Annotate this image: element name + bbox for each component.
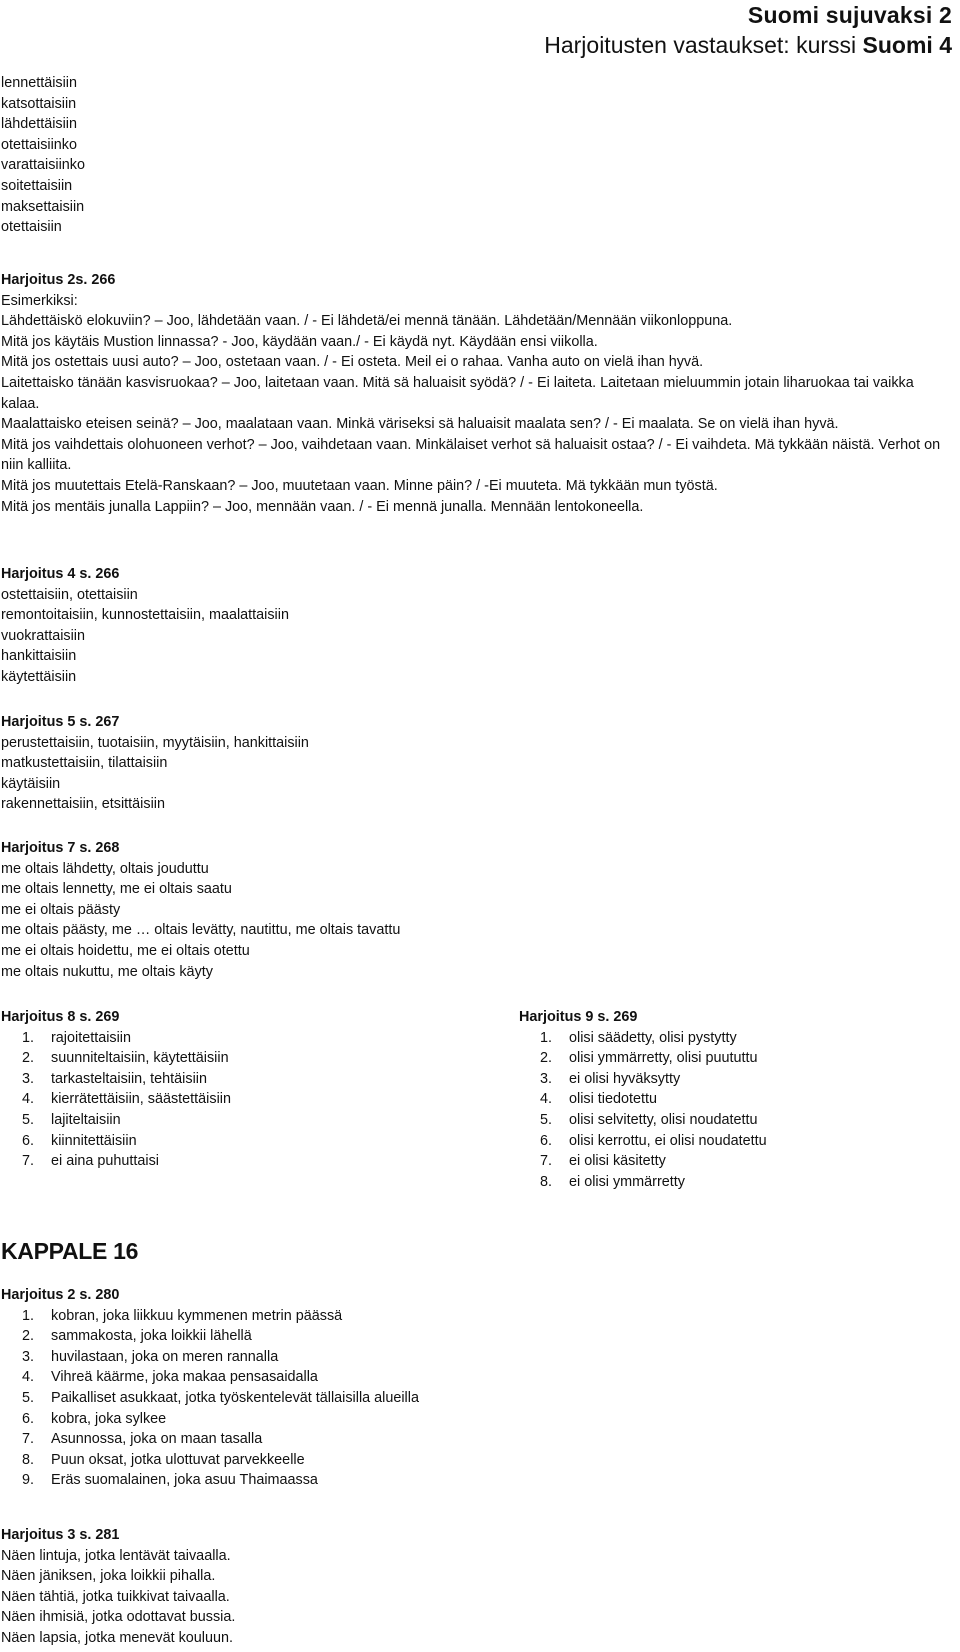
item-text: olisi tiedotettu [569, 1091, 657, 1108]
exercise-heading: Harjoitus 2 s. 280 [1, 1287, 120, 1303]
answer-line: ostettaisiin, otettaisiin [1, 586, 138, 603]
answer-line: me oltais lennetty, me ei oltais saatu [1, 881, 232, 898]
item-text: olisi säädetty, olisi pystytty [569, 1029, 737, 1046]
item-text: suunniteltaisiin, käytettäisiin [51, 1050, 229, 1067]
answer-line: Maalattaisko eteisen seinä? – Joo, maalataan vaan. Minkä väriseksi sä haluaisit maalata sen? / - Ei maalata. Se on vielä ihan hyvä. [1, 416, 839, 433]
answer-line: matkustettaisiin, tilattaisiin [1, 755, 168, 772]
item-number: 3. [21, 1070, 34, 1087]
item-number: 8. [539, 1173, 552, 1190]
item-text: ei olisi hyväksytty [569, 1070, 681, 1087]
subtitle-prefix: Harjoitusten vastaukset: kurssi [544, 32, 863, 58]
list-item [519, 1028, 767, 1049]
exercise-5 [1, 712, 309, 815]
list-item [519, 1110, 767, 1131]
item-number: 2. [21, 1328, 34, 1345]
item-number: 6. [21, 1410, 34, 1427]
answer-line: me oltais lähdetty, oltais jouduttu [1, 860, 209, 877]
item-text: Eräs suomalainen, joka asuu Thaimaassa [51, 1472, 318, 1489]
item-number: 8. [21, 1451, 34, 1468]
exercise-7 [1, 838, 400, 982]
list-item [1, 1028, 231, 1049]
exercise-heading: Harjoitus 8 s. 269 [1, 1009, 120, 1025]
answer-line: maksettaisiin [1, 198, 85, 215]
list-item [519, 1089, 767, 1110]
answer-line: Näen tähtiä, jotka tuikkivat taivaalla. [1, 1588, 230, 1605]
exercise-heading: Harjoitus 4 s. 266 [1, 566, 120, 582]
item-number: 3. [539, 1070, 552, 1087]
answer-line: Näen lapsia, jotka menevät kouluun. [1, 1629, 233, 1646]
item-text: olisi ymmärretty, olisi puututtu [569, 1050, 758, 1067]
item-text: kobra, joka sylkee [51, 1410, 167, 1427]
exercise-9 [519, 1007, 767, 1192]
item-text: Vihreä käärme, joka makaa pensasaidalla [51, 1369, 318, 1386]
answer-line: Mitä jos vaihdettais olohuoneen verhot? – Joo, vaihdetaan vaan. Minkälaiset verhot sä haluaisit ostaa? / - Ei vaihdeta. Mä tykkään näistä. Verhot on niin kalliita. [1, 436, 941, 474]
item-text: Puun oksat, jotka ulottuvat parvekkeelle [51, 1451, 305, 1468]
answer-line: Esimerkiksi: [1, 292, 78, 309]
list-item [519, 1048, 767, 1069]
list-item [1, 1131, 231, 1152]
answer-line: varattaisiinko [1, 157, 85, 174]
exercise-4 [1, 564, 289, 688]
item-number: 2. [539, 1050, 552, 1067]
answer-line: me oltais nukuttu, me oltais käyty [1, 963, 213, 980]
answer-line: katsottaisiin [1, 95, 77, 112]
list-item [1, 1450, 419, 1471]
chapter16-exercise-2 [1, 1285, 419, 1491]
list-item [519, 1069, 767, 1090]
answer-line: otettaisiin [1, 219, 62, 236]
answer-line: Mitä jos muutettais Etelä-Ranskaan? – Joo, muutetaan vaan. Minne päin? / -Ei muuteta. Mä tykkään mun työstä. [1, 477, 718, 494]
list-item [519, 1131, 767, 1152]
chapter-heading: KAPPALE 16 [1, 1238, 139, 1264]
item-number: 4. [21, 1369, 34, 1386]
answer-line: soitettaisiin [1, 177, 73, 194]
exercise-heading: Harjoitus 5 s. 267 [1, 714, 120, 730]
answer-line: remontoitaisiin, kunnostettaisiin, maalattaisiin [1, 607, 289, 624]
item-number: 4. [539, 1091, 552, 1108]
item-number: 2. [21, 1050, 34, 1067]
list-item [1, 1409, 419, 1430]
list-item [1, 1089, 231, 1110]
item-number: 1. [539, 1029, 552, 1046]
intro-answers [1, 73, 85, 238]
item-text: rajoitettaisiin [51, 1029, 131, 1046]
item-text: Asunnossa, joka on maan tasalla [51, 1431, 263, 1448]
list-item [1, 1069, 231, 1090]
item-number: 5. [21, 1111, 34, 1128]
item-number: 6. [21, 1132, 34, 1149]
item-number: 7. [539, 1153, 552, 1170]
answer-line: käytettäisiin [1, 668, 77, 685]
answer-line: Laitettaisko tänään kasvisruokaa? – Joo, laitetaan vaan. Mitä sä haluaisit syödä? / - Ei laiteta. Laitetaan mieluummin jotain liharuokaa tai vaikka kalaa. [1, 374, 914, 412]
chapter16-exercise-3 [1, 1525, 235, 1649]
item-text: olisi selvitetty, olisi noudatettu [569, 1111, 758, 1128]
list-item [1, 1110, 231, 1131]
answer-line: Näen lintuja, jotka lentävät taivaalla. [1, 1547, 231, 1564]
answer-line: lähdettäisiin [1, 116, 78, 133]
exercise-2 [1, 270, 941, 517]
item-text: kierrätettäisiin, säästettäisiin [51, 1091, 231, 1108]
list-item [519, 1172, 767, 1193]
answer-line: käytäisiin [1, 775, 61, 792]
item-number: 1. [21, 1307, 34, 1324]
answer-line: lennettäisiin [1, 75, 78, 91]
exercise-8 [1, 1007, 231, 1172]
answer-line: Mitä jos ostettais uusi auto? – Joo, ostetaan vaan. / - Ei osteta. Meil ei o rahaa. Vanha auto on vielä ihan hyvä. [1, 354, 704, 371]
answer-line: Mitä jos käytäis Mustion linnassa? - Joo, käydään vaan./ - Ei käydä nyt. Käydään ensi viikolla. [1, 333, 598, 350]
list-item [1, 1470, 419, 1491]
item-number: 1. [21, 1029, 34, 1046]
item-number: 5. [539, 1111, 552, 1128]
answer-line: Näen ihmisiä, jotka odottavat bussia. [1, 1609, 236, 1626]
list-item [519, 1151, 767, 1172]
answer-line: Näen jäniksen, joka loikkii pihalla. [1, 1568, 216, 1585]
list-item [1, 1347, 419, 1368]
item-number: 6. [539, 1132, 552, 1149]
item-text: Paikalliset asukkaat, jotka työskentelevät tällaisilla alueilla [51, 1389, 419, 1406]
exercise-heading: Harjoitus 2s. 266 [1, 272, 116, 288]
list-item [1, 1326, 419, 1347]
answer-line: perustettaisiin, tuotaisiin, myytäisiin, hankittaisiin [1, 734, 309, 751]
subtitle-course: Suomi 4 [862, 32, 952, 58]
item-text: huvilastaan, joka on meren rannalla [51, 1348, 279, 1365]
item-text: kiinnitettäisiin [51, 1132, 137, 1149]
list-item [1, 1048, 231, 1069]
list-item [1, 1388, 419, 1409]
book-subtitle [544, 30, 952, 60]
item-text: ei olisi käsitetty [569, 1153, 666, 1170]
page-header [544, 0, 952, 60]
item-number: 7. [21, 1153, 34, 1170]
item-text: sammakosta, joka loikkii lähellä [51, 1328, 252, 1345]
exercise-heading: Harjoitus 3 s. 281 [1, 1527, 120, 1543]
item-text: ei olisi ymmärretty [569, 1173, 685, 1190]
answer-line: Lähdettäiskö elokuviin? – Joo, lähdetään vaan. / - Ei lähdetä/ei mennä tänään. Lähdetään/Mennään viikonloppuna. [1, 313, 733, 330]
answer-line: me oltais päästy, me … oltais levätty, nautittu, me oltais tavattu [1, 922, 401, 939]
list-item [1, 1367, 419, 1388]
exercise-heading: Harjoitus 7 s. 268 [1, 840, 120, 856]
answer-line: rakennettaisiin, etsittäisiin [1, 796, 165, 813]
item-number: 7. [21, 1431, 34, 1448]
item-text: olisi kerrottu, ei olisi noudatettu [569, 1132, 767, 1149]
answer-line: vuokrattaisiin [1, 627, 85, 644]
answer-line: me ei oltais hoidettu, me ei oltais otettu [1, 942, 250, 959]
item-number: 9. [21, 1472, 34, 1489]
item-text: tarkasteltaisiin, tehtäisiin [51, 1070, 207, 1087]
item-text: ei aina puhuttaisi [51, 1153, 160, 1170]
item-number: 3. [21, 1348, 34, 1365]
item-text: kobran, joka liikkuu kymmenen metrin päässä [51, 1307, 343, 1324]
book-title: Suomi sujuvaksi 2 [747, 2, 952, 28]
item-number: 4. [21, 1091, 34, 1108]
answer-line: Mitä jos mentäis junalla Lappiin? – Joo, mennään vaan. / - Ei mennä junalla. Mennään lentokoneella. [1, 498, 644, 515]
answer-line: otettaisiinko [1, 136, 77, 153]
answer-line: hankittaisiin [1, 648, 77, 665]
item-number: 5. [21, 1389, 34, 1406]
list-item [1, 1306, 419, 1327]
answer-line: me ei oltais päästy [1, 901, 121, 918]
list-item [1, 1429, 419, 1450]
item-text: lajiteltaisiin [51, 1111, 121, 1128]
exercise-heading: Harjoitus 9 s. 269 [519, 1009, 638, 1025]
list-item [1, 1151, 231, 1172]
